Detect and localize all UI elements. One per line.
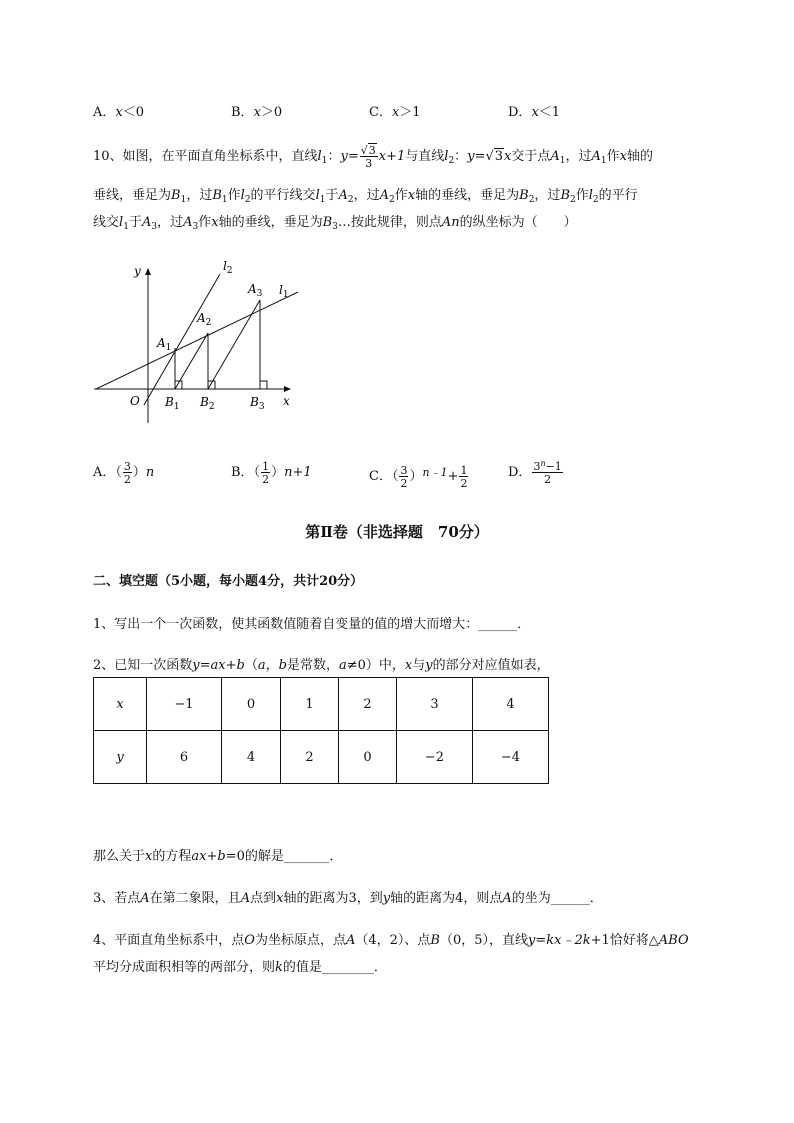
- q9-option-b: B．x＞0: [231, 105, 283, 120]
- q10-option-a: A．（ $\frac{3}{2}$ ）n: [93, 459, 155, 486]
- fill-question-4-line1: 4、平面直角坐标系中，点O为坐标原点，点A（4，2）、点B（0，5），直线y=kx﹣2k+1恰好将△ABO: [93, 933, 689, 948]
- fill-question-1: 1、写出一个一次函数，使其函数值随着自变量的值的增大而增大：______．: [93, 617, 531, 632]
- fig-l1-label: $l_1$: [279, 283, 289, 300]
- fill-question-4-line2: 平均分成面积相等的两部分，则k的值是________．: [93, 960, 387, 975]
- table-cell: −2: [397, 731, 473, 784]
- table-cell: 2: [281, 731, 339, 784]
- part2-title: 第Ⅱ卷（非选择题 70分）: [305, 523, 489, 541]
- q10-option-b: B．（ $\frac{1}{2}$ ）n+1: [231, 459, 312, 486]
- table-cell: x: [94, 678, 147, 731]
- table-row-y: [94, 731, 549, 784]
- section2-heading: 二、填空题（5小题，每小题4分，共计20分）: [93, 574, 364, 589]
- table-cell: 3: [397, 678, 473, 731]
- table-cell: y: [94, 731, 147, 784]
- q9-option-c: C．x＞1: [369, 105, 421, 120]
- fill-question-2-tail: 那么关于x的方程ax+b=0的解是_______．: [93, 849, 343, 864]
- fig-a3-label: $A_3$: [248, 282, 263, 299]
- q9-option-a: A．x＜0: [93, 105, 145, 120]
- table-cell: −4: [473, 731, 549, 784]
- table-cell: 0: [339, 731, 397, 784]
- fill-question-2: 2、已知一次函数y=ax+b（a，b是常数，a≠0）中，x与y的部分对应值如表，: [93, 658, 550, 673]
- table-row-x: [94, 678, 549, 731]
- table-cell: 1: [281, 678, 339, 731]
- fig-b2-label: $B_2$: [200, 395, 215, 412]
- fig-x-label: x: [283, 394, 290, 408]
- fig-b1-label: $B_1$: [165, 395, 180, 412]
- table-cell: 2: [339, 678, 397, 731]
- fig-a1-label: $A_1$: [157, 336, 172, 353]
- table-cell: 6: [147, 731, 222, 784]
- line-l1: [96, 292, 298, 389]
- xy-value-table: [93, 677, 549, 784]
- table-cell: 0: [222, 678, 281, 731]
- q10-stem-line1: 10、如图，在平面直角坐标系中，直线$l_1$：y= $\frac{√3}{3}$ x+1与直线$l_2$：y=√3x交于点$A_1$，过$A_1$作x轴的: [93, 143, 654, 170]
- q10-stem-line3: 线交$l_1$于$A_3$，过$A_3$作x轴的垂线，垂足为$B_3\dots$按此规律，则点An的纵坐标为（ ）: [93, 215, 577, 232]
- q10-figure: [90, 255, 300, 430]
- fig-y-label: y: [134, 264, 141, 278]
- table-cell: 4: [222, 731, 281, 784]
- q10-option-d: D． $\frac{3^n-1}{2}$: [508, 459, 562, 486]
- table-cell: −1: [147, 678, 222, 731]
- q9-option-d: D．x＜1: [508, 105, 561, 120]
- fig-b3-label: $B_3$: [250, 395, 265, 412]
- fig-l2-label: $l_2$: [223, 259, 233, 276]
- fig-origin-label: O: [130, 394, 140, 408]
- q10-option-c: C．（ $\frac{3}{2}$ ）$^{n﹣1}$+ $\frac{1}{2}$: [369, 463, 468, 490]
- right-angle-b3: [260, 381, 267, 389]
- fig-a2-label: $A_2$: [197, 311, 212, 328]
- sqrt3-over-3: $\frac{√3}{3}$: [360, 143, 376, 170]
- parallel-from-b2: [208, 300, 260, 389]
- table-cell: 4: [473, 678, 549, 731]
- q10-stem-line2: 垂线，垂足为$B_1$，过$B_1$作$l_2$的平行线交$l_1$于$A_2$，过$A_2$作x轴的垂线，垂足为$B_2$，过$B_2$作$l_2$的平行: [93, 188, 638, 205]
- fill-question-3: 3、若点A在第二象限，且A点到x轴的距离为3，到y轴的距离为4，则点A的坐为______．: [93, 891, 603, 906]
